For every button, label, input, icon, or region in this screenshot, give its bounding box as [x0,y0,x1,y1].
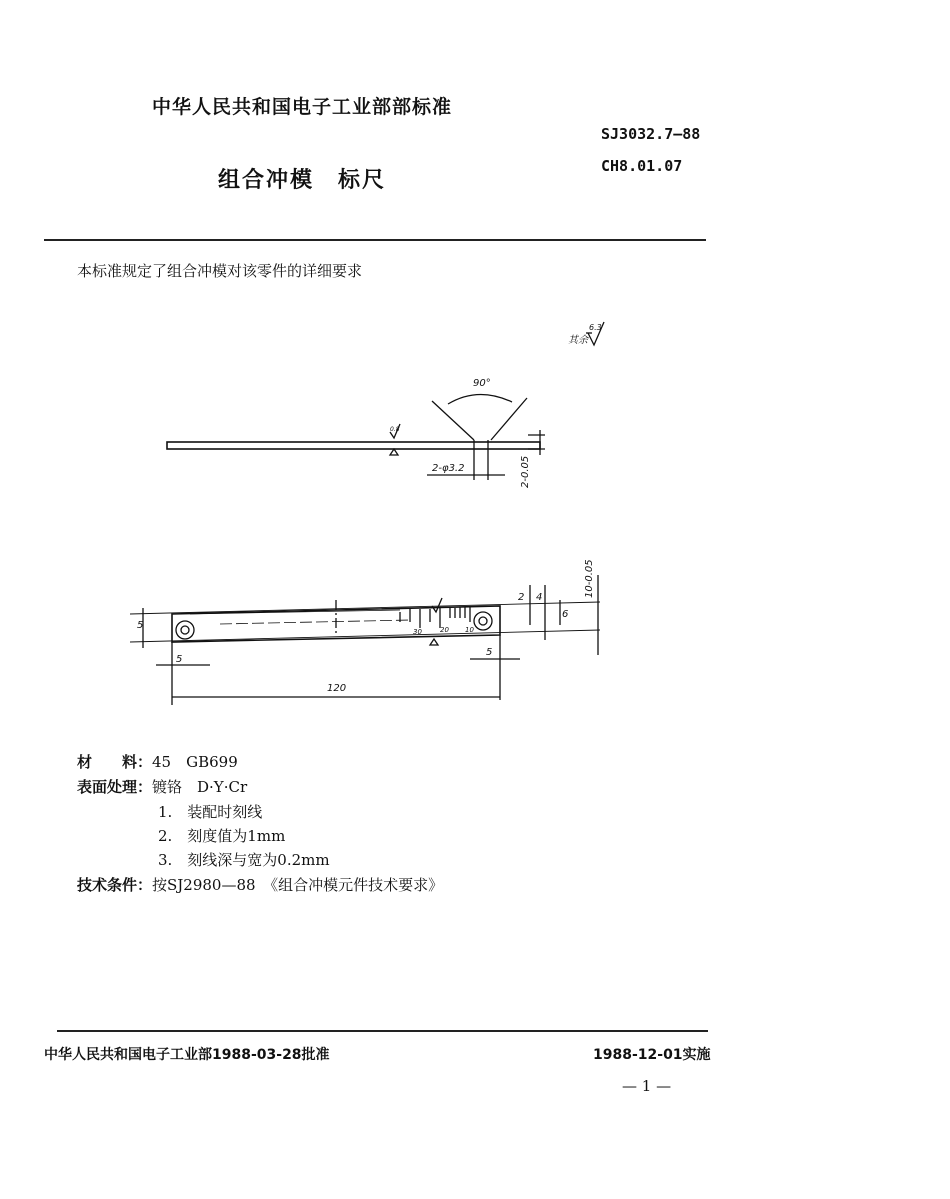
note-2: 2. 刻度值为1mm [158,827,286,845]
dim-6: 6 [562,609,569,620]
scale-30: 30 [413,628,422,636]
note-3: 3. 刻线深与宽为0.2mm [158,851,330,869]
effective-date: 1988-12-01实施 [593,1047,711,1063]
tech-value: 按SJ2980—88 《组合冲模元件技术要求》 [152,876,444,894]
dim-10-tolerance: 10-0.05 [584,559,595,598]
page-title: 组合冲模 标尺 [218,168,387,193]
dim-5-bottom-left: 5 [176,654,183,665]
ruler-side-view [167,442,540,449]
surface-label: 表面处理： [77,778,153,796]
depth-tolerance-label: 2-0.05 [520,455,531,488]
org-standard-title: 中华人民共和国电子工业部部标准 [152,96,453,118]
approval-text: 中华人民共和国电子工业部1988-03-28批准 [44,1047,330,1063]
angle-label: 90° [473,378,491,389]
left-hole [176,621,194,639]
surface-value: 镀铬 D·Y·Cr [152,778,248,796]
right-hole [474,612,492,630]
material-value: 45 GB699 [152,753,238,771]
dim-5-bottom-right: 5 [486,647,493,658]
standard-number: SJ3032.7—88 [601,125,701,143]
material-label: 材 料： [77,753,153,771]
note-1: 1. 装配时刻线 [158,803,263,821]
tech-row [77,874,443,895]
holes-label: 2-φ3.2 [432,463,465,474]
roughness-small-label: 0.8 [390,426,400,433]
tech-label: 技术条件： [77,876,153,894]
page-number: — 1 — [622,1077,672,1095]
scale-10: 10 [465,626,474,634]
scale-20: 20 [440,626,449,634]
dim-2: 2 [518,592,525,603]
classification-number: CH8.01.07 [601,157,683,175]
surface-rest-label: 其余 [568,335,588,346]
intro-text: 本标准规定了组合冲模对该零件的详细要求 [77,262,363,280]
footer-divider [57,1030,708,1032]
dim-120: 120 [327,683,347,694]
material-row [77,751,238,772]
dim-4: 4 [536,592,543,603]
surface-row [77,776,247,797]
roughness-main-label: 6.3 [589,323,602,332]
dim-5-left: 5 [137,620,144,631]
